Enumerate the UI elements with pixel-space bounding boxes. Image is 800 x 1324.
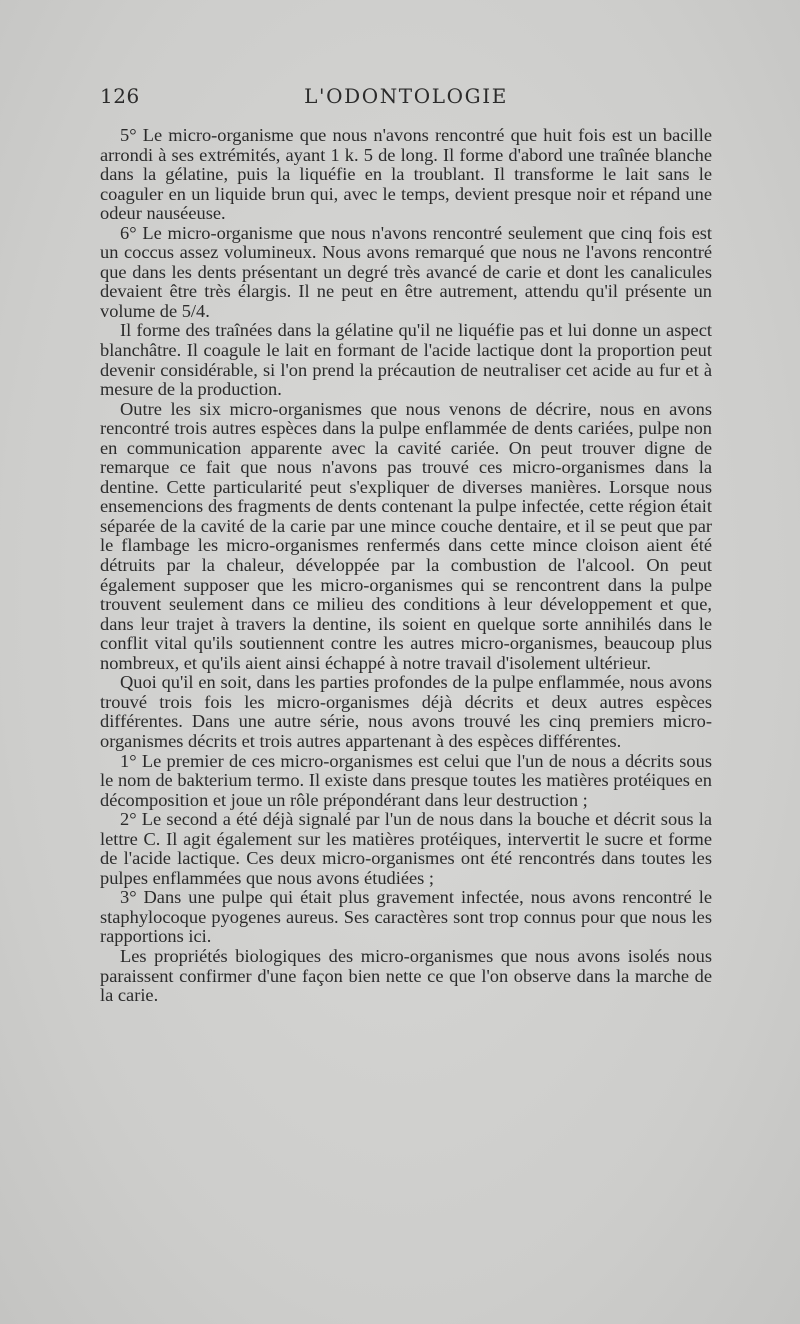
running-title: L'ODONTOLOGIE	[304, 84, 508, 108]
page-header	[100, 84, 712, 110]
body-text	[100, 126, 712, 1006]
paragraph-conclusion: Les propriétés biologiques des micro-organismes que nous avons isolés nous paraissent confirmer d'une façon bien nette ce que l'on observe dans la marche de la carie.	[100, 945, 712, 1006]
paragraph-premier: 1° Le premier de ces micro-organismes est celui que l'un de nous a décrits sous le nom de bakterium termo. Il existe dans presque toutes les matières protéiques en décomposition et joue un rôle prépondérant dans leur destruction ;	[100, 750, 712, 810]
paragraph-troisieme: 3° Dans une pulpe qui était plus gravement infectée, nous avons rencontré le staphylocoque pyogenes aureus. Ses caractères sont trop connus pour que nous les rapportions ici.	[100, 887, 712, 947]
paragraph-bacille: 5° Le micro-organisme que nous n'avons rencontré que huit fois est un bacille arrondi à ses extrémités, ayant 1 k. 5 de long. Il forme d'abord une traînée blanche dans la gélatine, puis la liquéfie en la troublant. Il transforme le lait sans le coaguler en un liquide brun qui, avec le temps, devient presque noir et répand une odeur nauséeuse.	[100, 125, 712, 224]
paragraph-coccus: 6° Le micro-organisme que nous n'avons rencontré seulement que cinq fois est un coccus assez volumineux. Nous avons remarqué que nous ne l'avons rencontré que dans les dents présentant un degré très avancé de carie et dont les canalicules devaient être très élargis. Il ne peut en être autrement, attendu qu'il présente un volume de 5/4.	[100, 222, 712, 321]
paragraph-parties-profondes: Quoi qu'il en soit, dans les parties profondes de la pulpe enflammée, nous avons trouvé trois fois les micro-organismes déjà décrits et deux autres espèces différentes. Dans une autre série, nous avons trouvé les cinq premiers micro-organismes décrits et trois autres appartenant à des espèces différentes.	[100, 672, 712, 751]
page-number: 126	[100, 84, 140, 108]
paragraph-coccus-properties: Il forme des traînées dans la gélatine qu'il ne liquéfie pas et lui donne un aspect blanchâtre. Il coagule le lait en formant de l'acide lactique dont la proportion peut devenir considérable, si l'on prend la précaution de neutraliser cet acide au fur et à mesure de la production.	[100, 320, 712, 400]
paragraph-pulpe: Outre les six micro-organismes que nous venons de décrire, nous en avons rencontré trois autres espèces dans la pulpe enflammée de dents cariées, pulpe non en communication apparente avec la cavité cariée. On peut trouver digne de remarque ce fait que nous n'avons pas trouvé ces micro-organismes dans la dentine. Cette particularité peut s'expliquer de diverses manières. Lorsque nous ensemencions des fragments de dents contenant la pulpe infectée, cette région était séparée de la cavité de la carie par une mince couche dentaire, et il se peut que par le flambage les micro-organismes renfermés dans cette mince cloison aient été détruits par la chaleur, développée par la combustion de l'alcool. On peut également supposer que les micro-organismes qui se rencontrent dans la pulpe trouvent seulement dans ce milieu des conditions à leur développement et que, dans leur trajet à travers la dentine, ils soient en quelque sorte annihilés dans le conflit vital qu'ils soutiennent contre les autres micro-organismes, beaucoup plus nombreux, et qu'ils aient ainsi échappé à notre travail d'isolement ultérieur.	[100, 398, 712, 673]
paragraph-second: 2° Le second a été déjà signalé par l'un de nous dans la bouche et décrit sous la lettre C. Il agit également sur les matières protéiques, intervertit le sucre et forme de l'acide lactique. Ces deux micro-organismes ont été rencontrés dans toutes les pulpes enflammées que nous avons étudiées ;	[100, 809, 712, 888]
